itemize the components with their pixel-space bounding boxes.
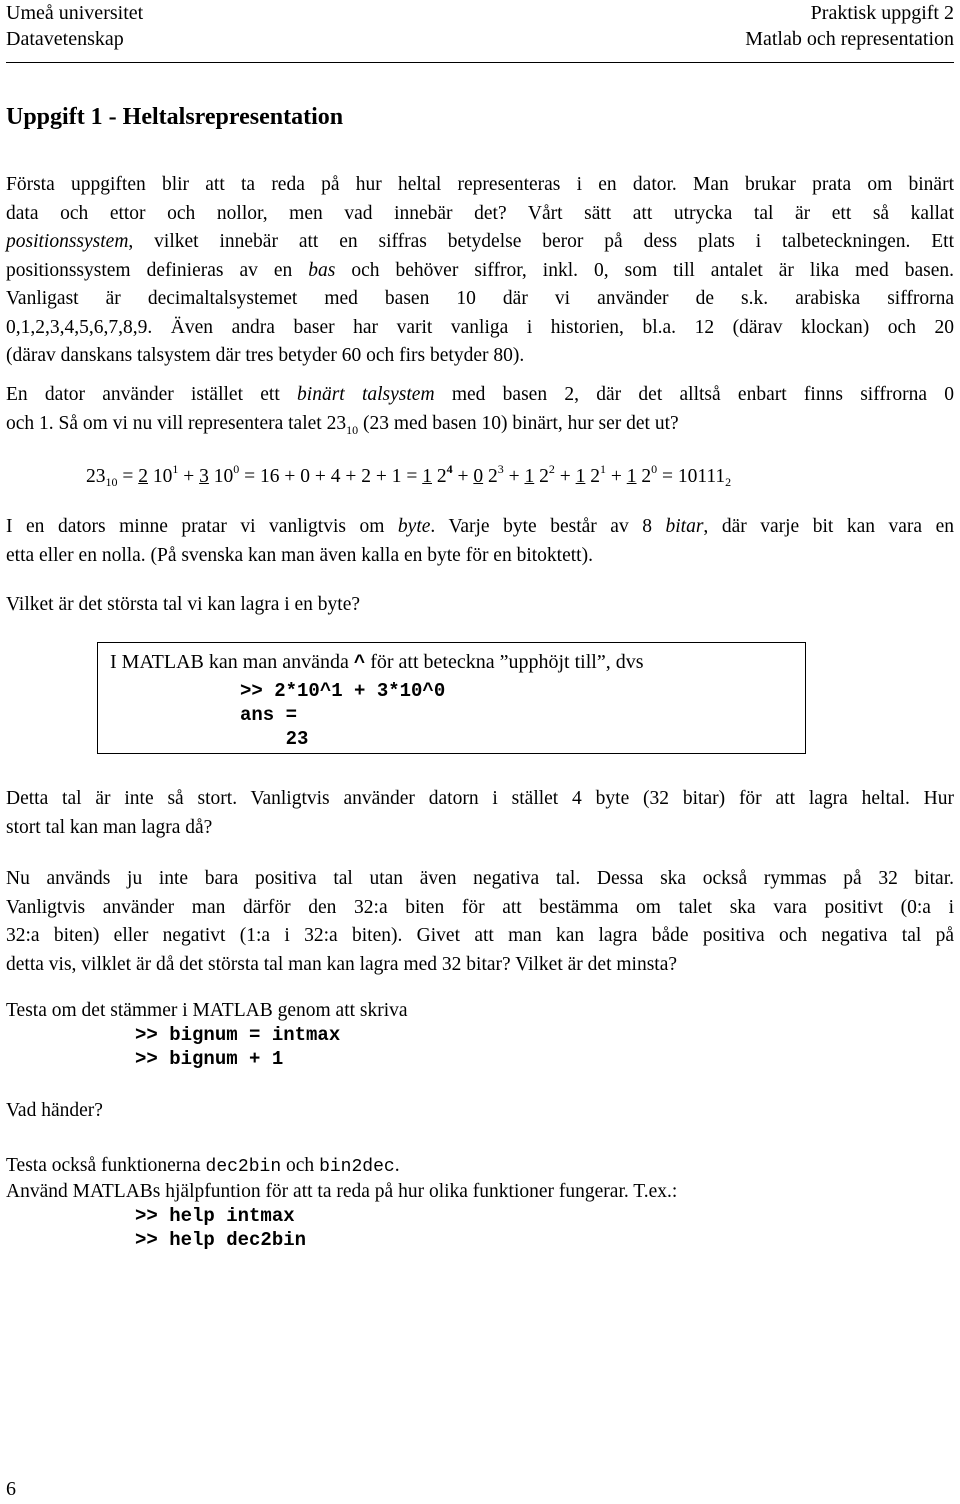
code-inline: ^	[353, 652, 366, 674]
text-line: och 1. Så om vi nu vill representera talet $23_{10}$ (23 med basen 10) binärt, hur ser det ut?	[6, 412, 679, 437]
text-line: En dator använder istället ett binärt talsystem med basen 2, där det alltså enbart finns siffrorna 0	[6, 384, 955, 405]
emphasis: bitar	[665, 516, 704, 537]
text-line: positionssystem definieras av en bas och behöver siffror, inkl. 0, som till antalet är lika med basen.	[6, 259, 954, 281]
text-line: Vanligtvis använder man därför den 32:a biten för att bestämma om talet ska vara positivt (0:a i	[6, 896, 954, 918]
text-line: etta eller en nolla. (På svenska kan man även kalla en byte för en bitoktett).	[6, 544, 593, 566]
section-title: Uppgift 1 - Heltalsrepresentation	[6, 104, 344, 130]
paragraph-binary	[6, 381, 954, 444]
text-line: Vanligast är decimaltalsystemet med basen 10 där vi använder de s.k. arabiska siffrorna	[6, 288, 954, 309]
text-line: (därav danskans talsystem där tres betyder 60 och firs betyder 80).	[6, 345, 525, 366]
emphasis: byte	[397, 516, 431, 537]
code-line: >> bignum + 1	[135, 1048, 284, 1070]
header-divider	[6, 62, 954, 63]
department-name: Datavetenskap	[6, 28, 124, 50]
university-name: Umeå universitet	[6, 2, 144, 24]
code-line: >> 2*10^1 + 3*10^0	[240, 680, 446, 702]
test-intro: Testa om det stämmer i MATLAB genom att skriva	[6, 1000, 408, 1021]
code-line: ans =	[240, 704, 298, 726]
header-right	[745, 0, 954, 52]
conversion-equation: $23_{10} = 2$ $10^1 + 3$ $10^0 = 16 + 0 + 4 + 2 + 1 = 1$ $2^4 + 0$ $2^3 + 1$ $2^2 + 1$ $2^1 + 1$ $2^0 = 10111_2$	[86, 462, 732, 489]
code-line: >> bignum = intmax	[135, 1024, 341, 1046]
code-line: 23	[240, 728, 309, 750]
question-what-happens: Vad händer?	[6, 1100, 103, 1121]
question-byte: Vilket är det största tal vi kan lagra i en byte?	[6, 594, 361, 615]
emphasis: bas	[308, 259, 336, 281]
emphasis: binärt talsystem	[297, 384, 435, 405]
matlab-note-box	[97, 642, 806, 754]
paragraph-4byte	[6, 785, 954, 842]
help-instruction: Använd MATLABs hjälpfuntion för att ta reda på hur olika funktioner fungerar. T.ex.:	[6, 1181, 678, 1202]
page-number: 6	[6, 1478, 16, 1500]
code-line: >> help intmax	[135, 1205, 295, 1227]
text-line: 0,1,2,3,4,5,6,7,8,9. Även andra baser har varit vanliga i historien, bl.a. 12 (därav klockan) och 20	[6, 316, 954, 338]
code-inline: bin2dec	[319, 1157, 395, 1177]
text-line: positionssystem, vilket innebär att en siffras betydelse beror på dess plats i talbeteckningen. Ett	[6, 231, 954, 252]
code-inline: dec2bin	[205, 1157, 282, 1177]
text-line: 32:a biten) eller negativt (1:a i 32:a biten). Givet att man kan lagra både positiva och negativa tal på	[6, 925, 954, 946]
paragraph-negative	[6, 865, 954, 979]
header-left	[6, 0, 143, 52]
text-line: Första uppgiften blir att ta reda på hur heltal representeras i en dator. Man brukar prata om binärt	[6, 174, 954, 195]
paragraph-bytes	[6, 513, 954, 570]
text-line: stort tal kan man lagra då?	[6, 816, 213, 838]
paragraph-intro	[6, 171, 954, 371]
assignment-name: Praktisk uppgift 2	[810, 2, 954, 24]
emphasis: positionssystem	[6, 231, 129, 252]
text-line: I en dators minne pratar vi vanligtvis om byte. Varje byte består av 8 bitar, där varje bit kan vara en	[6, 516, 954, 537]
note-intro: I MATLAB kan man använda ^ för att beteckna ”upphöjt till”, dvs	[110, 651, 644, 674]
text-line: Detta tal är inte så stort. Vanligtvis använder datorn i stället 4 byte (32 bitar) för att lagra heltal. Hur	[6, 788, 954, 809]
assignment-subtitle: Matlab och representation	[745, 28, 954, 50]
text-line: data och ettor och nollor, men vad innebär det? Vårt sätt att utrycka tal är ett så kallat	[6, 202, 954, 224]
text-line: detta vis, vilklet är då det största tal man kan lagra med 32 bitar? Vilket är det minsta?	[6, 953, 678, 975]
text-line: Nu används ju inte bara positiva tal utan även negativa tal. Dessa ska också rymmas på 32 bitar.	[6, 868, 954, 889]
text-line: Testa också funktionerna dec2bin och bin2dec.	[6, 1155, 400, 1177]
code-line: >> help dec2bin	[135, 1229, 307, 1251]
